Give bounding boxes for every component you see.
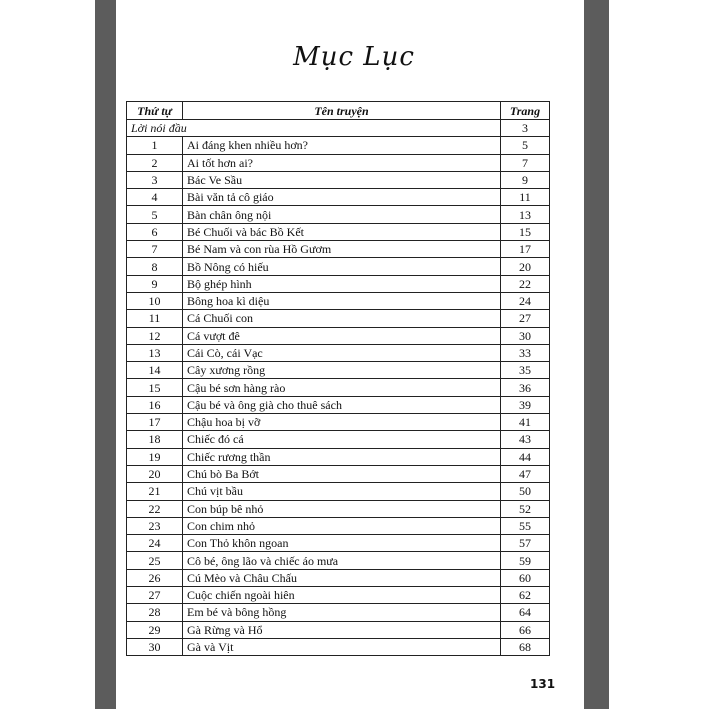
row-story-title: Cú Mèo và Châu Chấu <box>183 569 501 586</box>
row-page: 15 <box>501 223 550 240</box>
table-row <box>127 379 550 396</box>
table-row <box>127 223 550 240</box>
row-order: 18 <box>127 431 183 448</box>
row-page: 20 <box>501 258 550 275</box>
page-shadow-right <box>584 0 609 709</box>
table-row <box>127 414 550 431</box>
header-order: Thứ tự <box>127 102 183 120</box>
row-order: 23 <box>127 517 183 534</box>
table-row <box>127 137 550 154</box>
row-order: 8 <box>127 258 183 275</box>
table-row-intro <box>127 120 550 137</box>
row-order: 9 <box>127 275 183 292</box>
table-row <box>127 171 550 188</box>
header-story-title: Tên truyện <box>183 102 501 120</box>
row-order: 4 <box>127 189 183 206</box>
row-page: 7 <box>501 154 550 171</box>
row-order: 2 <box>127 154 183 171</box>
row-page: 22 <box>501 275 550 292</box>
table-of-contents <box>126 101 550 656</box>
row-order: 13 <box>127 344 183 361</box>
row-order: 11 <box>127 310 183 327</box>
table-row <box>127 206 550 223</box>
row-order: 26 <box>127 569 183 586</box>
row-page: 44 <box>501 448 550 465</box>
row-order: 3 <box>127 171 183 188</box>
row-story-title: Bông hoa kì diệu <box>183 292 501 309</box>
row-story-title: Em bé và bông hồng <box>183 604 501 621</box>
row-story-title: Cái Cò, cái Vạc <box>183 344 501 361</box>
table-row <box>127 621 550 638</box>
row-order: 7 <box>127 241 183 258</box>
row-order: 29 <box>127 621 183 638</box>
table-row <box>127 327 550 344</box>
table-row <box>127 275 550 292</box>
row-order: 25 <box>127 552 183 569</box>
row-page: 43 <box>501 431 550 448</box>
table-row <box>127 517 550 534</box>
row-page: 52 <box>501 500 550 517</box>
row-order: 5 <box>127 206 183 223</box>
row-page: 13 <box>501 206 550 223</box>
table-row <box>127 448 550 465</box>
row-story-title: Gà và Vịt <box>183 638 501 655</box>
row-story-title: Ai tốt hơn ai? <box>183 154 501 171</box>
row-page: 50 <box>501 483 550 500</box>
table-row <box>127 587 550 604</box>
row-order: 10 <box>127 292 183 309</box>
row-story-title: Cậu bé sơn hàng rào <box>183 379 501 396</box>
table-row <box>127 396 550 413</box>
row-story-title: Cá Chuối con <box>183 310 501 327</box>
row-order: 1 <box>127 137 183 154</box>
row-story-title: Bài văn tả cô giáo <box>183 189 501 206</box>
table-row <box>127 362 550 379</box>
intro-title: Lời nói đầu <box>127 120 501 137</box>
row-page: 30 <box>501 327 550 344</box>
table-row <box>127 604 550 621</box>
row-story-title: Con chim nhỏ <box>183 517 501 534</box>
row-story-title: Bộ ghép hình <box>183 275 501 292</box>
row-order: 20 <box>127 465 183 482</box>
row-page: 11 <box>501 189 550 206</box>
row-page: 64 <box>501 604 550 621</box>
row-page: 62 <box>501 587 550 604</box>
row-page: 33 <box>501 344 550 361</box>
page-title: Mục Lục <box>293 42 415 72</box>
intro-page: 3 <box>501 120 550 137</box>
row-page: 35 <box>501 362 550 379</box>
row-story-title: Con Thỏ khôn ngoan <box>183 535 501 552</box>
row-order: 16 <box>127 396 183 413</box>
row-page: 57 <box>501 535 550 552</box>
row-story-title: Bác Ve Sầu <box>183 171 501 188</box>
row-order: 17 <box>127 414 183 431</box>
row-story-title: Ai đáng khen nhiều hơn? <box>183 137 501 154</box>
row-story-title: Chú vịt bầu <box>183 483 501 500</box>
row-story-title: Cô bé, ông lão và chiếc áo mưa <box>183 552 501 569</box>
table-row <box>127 241 550 258</box>
row-story-title: Chú bò Ba Bớt <box>183 465 501 482</box>
row-story-title: Cậu bé và ông già cho thuê sách <box>183 396 501 413</box>
row-page: 27 <box>501 310 550 327</box>
table-row <box>127 310 550 327</box>
table-row <box>127 154 550 171</box>
row-page: 55 <box>501 517 550 534</box>
row-page: 9 <box>501 171 550 188</box>
row-order: 21 <box>127 483 183 500</box>
row-order: 19 <box>127 448 183 465</box>
row-page: 36 <box>501 379 550 396</box>
table-row <box>127 189 550 206</box>
row-story-title: Gà Rừng và Hổ <box>183 621 501 638</box>
row-page: 5 <box>501 137 550 154</box>
row-story-title: Cá vượt đê <box>183 327 501 344</box>
row-page: 17 <box>501 241 550 258</box>
page-shadow-left <box>95 0 116 709</box>
row-page: 24 <box>501 292 550 309</box>
table-row <box>127 535 550 552</box>
table-row <box>127 638 550 655</box>
row-order: 14 <box>127 362 183 379</box>
row-page: 59 <box>501 552 550 569</box>
table-header-row <box>127 102 550 120</box>
row-page: 68 <box>501 638 550 655</box>
row-page: 39 <box>501 396 550 413</box>
row-story-title: Chiếc rương thần <box>183 448 501 465</box>
row-order: 22 <box>127 500 183 517</box>
table-row <box>127 344 550 361</box>
row-page: 60 <box>501 569 550 586</box>
row-order: 28 <box>127 604 183 621</box>
row-order: 12 <box>127 327 183 344</box>
page-number: 131 <box>530 677 556 691</box>
table-row <box>127 258 550 275</box>
row-story-title: Bồ Nông có hiếu <box>183 258 501 275</box>
row-story-title: Con búp bê nhỏ <box>183 500 501 517</box>
row-story-title: Chiếc đó cá <box>183 431 501 448</box>
table-row <box>127 292 550 309</box>
table-row <box>127 500 550 517</box>
row-order: 30 <box>127 638 183 655</box>
row-order: 24 <box>127 535 183 552</box>
row-story-title: Bé Nam và con rùa Hồ Gươm <box>183 241 501 258</box>
table-row <box>127 465 550 482</box>
row-story-title: Cuộc chiến ngoài hiên <box>183 587 501 604</box>
table-row <box>127 431 550 448</box>
table-row <box>127 552 550 569</box>
row-page: 47 <box>501 465 550 482</box>
row-story-title: Bé Chuối và bác Bồ Kết <box>183 223 501 240</box>
table-row <box>127 483 550 500</box>
row-page: 66 <box>501 621 550 638</box>
row-order: 27 <box>127 587 183 604</box>
row-story-title: Bàn chân ông nội <box>183 206 501 223</box>
row-order: 6 <box>127 223 183 240</box>
row-order: 15 <box>127 379 183 396</box>
row-story-title: Cây xương rồng <box>183 362 501 379</box>
table-row <box>127 569 550 586</box>
row-story-title: Chậu hoa bị vỡ <box>183 414 501 431</box>
header-page: Trang <box>501 102 550 120</box>
row-page: 41 <box>501 414 550 431</box>
